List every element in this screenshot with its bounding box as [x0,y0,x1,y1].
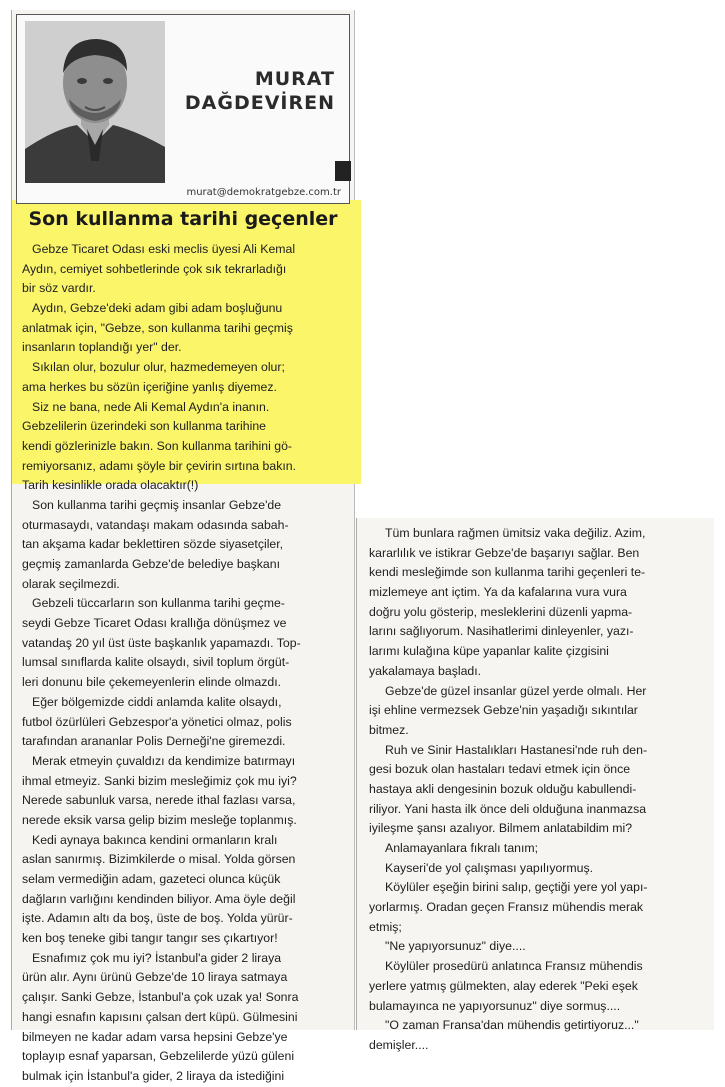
text-line: ama herkes bu sözün içeriğine yanlış diyemez. [22,379,277,394]
text-line: Siz ne bana, nede Ali Kemal Aydın'a inanın. [32,399,270,414]
text-line: "O zaman Fransa'dan mühendis getirtiyoruz..." [385,1018,639,1033]
author-header [16,14,350,204]
author-email: murat@demokratgebze.com.tr [186,187,341,198]
text-line: Ruh ve Sinir Hastalıkları Hastanesi'nde ruh den- [385,742,648,757]
text-line: lumsal sınıflarda kalite olsaydı, sivil toplum örgüt- [22,655,290,670]
text-line: geçmiş zamanlarda Gebze'de belediye başkanı [22,557,281,571]
text-line: ihmal etmeyiz. Sanki bizim mesleğimiz çok mu iyi? [22,773,297,788]
text-line: çalışır. Sanki Gebze, İstanbul'a çok uzak ya! Sonra [22,990,299,1005]
text-line: Gebze'de güzel insanlar güzel yerde olmalı. Her [385,683,647,698]
author-name [185,67,335,115]
text-line: Gebze Ticaret Odası eski meclis üyesi Ali Kemal [32,242,296,256]
text-line: tarafından arananlar Polis Derneği'ne giremezdi. [22,734,286,749]
text-line: Gebzeli tüccarların son kullanma tarihi geçme- [32,596,285,611]
article-body-left [12,240,354,1087]
text-line: gesi bozuk olan hastaları tedavi etmek için önce [369,762,631,777]
text-line: yorlarmış. Oradan geçen Fransız mühendis merak [369,900,644,915]
text-line: nerede eksik varsa gelip bizim mesleğe toplanmış. [22,812,297,827]
text-line: dağların varlığını kendinden biliyor. Ama öyle değil [22,891,296,906]
author-photo [25,21,165,183]
text-line: demişler.... [369,1037,429,1052]
text-line: Kedi aynaya bakınca kendini ormanların kralı [32,832,278,847]
text-line: Aydın, Gebze'deki adam gibi adam boşluğunu [32,301,283,316]
text-line: Anlamayanlara fıkralı tanım; [385,841,539,855]
text-line: vatandaş 20 yıl üst üste başkanlık yapamazdı. Top- [22,635,301,650]
text-line: Aydın, cemiyet sohbetlerinde çok sık tekrarladığı [22,261,287,276]
text-line: bulamayınca ne yapıyorsunuz" diye sormuş.... [369,998,621,1013]
text-line: mizlemeye ant içtim. Ya da kafalarına vura vura [369,585,627,600]
text-line: iyileşme şansı azalıyor. Bilmem anlatabildim mi? [369,821,633,836]
text-line: kendi mesleğimde son kullanma tarihi geçenleri te- [369,565,646,580]
text-line: yakalamaya başladı. [369,663,482,678]
text-line: leri donunu bile çekemeyenlerin elinde olmazdı. [22,675,282,690]
text-line: kararlılık ve istikrar Gebze'de başarıyı sağlar. Ben [369,545,640,560]
text-line: riliyor. Yani hasta ilk önce deli olduğuna inanmazsa [369,801,647,816]
text-line: toplayıp esnaf yaparsan, Gebzelilerde yüzü güleni [22,1049,295,1064]
author-last-name: DAĞDEVİREN [184,92,335,114]
text-line: ürün alır. Aynı ürünü Gebze'de 10 liraya satmaya [22,970,288,985]
text-line: larını sağlıyorum. Nasihatlerimi dinleyenler, yazı- [369,624,634,639]
text-line: Merak etmeyin çuvaldızı da kendimize batırmayı [32,753,296,768]
text-line: etmiş; [369,919,402,934]
text-line: Tüm bunlara rağmen ümitsiz vaka değiliz. Azim, [385,526,646,540]
text-line: aslan sanırmış. Bizimkilerde o misal. Yolda görsen [22,852,296,867]
text-line: bulmak için İstanbul'a gider, 2 liraya da istediğini [22,1068,285,1083]
text-line: işi ehline vermezsek Gebze'nin yaşadığı sıkıntılar [369,703,638,718]
text-line: Tarih kesinlikle orada olacaktır(!) [22,478,199,493]
text-line: insanların toplandığı yer" der. [22,340,182,355]
text-line: Eğer bölgemizde ciddi anlamda kalite olsaydı, [32,694,282,709]
text-line: Nerede sabunluk varsa, nerede ithal fazlası varsa, [22,793,296,808]
text-line: işte. Adamın altı da boş, üste de boş. Yolda yürür- [22,911,293,926]
text-line: bitmez. [369,722,409,737]
text-line: olarak seçilmezdi. [22,576,120,591]
text-line: bir söz vardır. [22,281,96,296]
text-line: seydi Gebze Ticaret Odası krallığa dönüşmez ve [22,616,287,631]
text-line: Kayseri'de yol çalışması yapılıyormuş. [385,860,594,875]
text-line: hangi esnafın kapısını çalsan dert küpü. Gülmesini [22,1009,298,1024]
text-line: remiyorsanız, adamı şöyle bir çevirin sırtına bakın. [22,458,297,473]
column-left [11,10,355,1083]
header-square-mark [335,161,351,181]
text-line: larımı kulağına küpe yapanlar kalite çizgisini [369,644,609,659]
text-line: hastaya akli dengesinin bozuk olduğu kabullendi- [369,781,637,796]
text-line: Sıkılan olur, bozulur olur, hazmedemeyen olur; [32,360,285,375]
text-line: bilmeyen ne kadar adam varsa hepsini Gebze'ye [22,1029,288,1044]
text-line: tan akşama kadar beklettiren sözde siyasetçiler, [22,537,284,552]
text-line: selam vermediğin adam, gazeteci olunca küçük [22,872,281,886]
text-line: oturmasaydı, vatandaşı makam odasında sabah- [22,517,289,532]
text-line: doğru yolu gösterip, mesleklerini düzenli yapma- [369,604,633,619]
text-line: ken boş teneke gibi tangır tangır ses çıkartıyor! [22,931,278,946]
text-line: futbol özürlüleri Gebzespor'a yönetici olmaz, polis [22,714,292,729]
text-line: Köylüler eşeğin birini salıp, geçtiği yere yol yapı- [385,880,648,895]
text-line: "Ne yapıyorsunuz" diye.... [385,939,526,954]
text-line: Esnafımız çok mu iyi? İstanbul'a gider 2 liraya [32,950,282,965]
author-first-name: MURAT [254,68,335,90]
text-line: anlatmak için, "Gebze, son kullanma tarihi geçmiş [22,320,293,335]
text-line: Gebzelilerin üzerindeki son kullanma tarihine [22,419,267,434]
text-line: Son kullanma tarihi geçmiş insanlar Gebze'de [32,497,282,512]
column-right [356,518,714,1052]
text-line: Köylüler prosedürü anlatınca Fransız mühendis [385,959,643,974]
article-body-right [357,524,714,1056]
text-line: kendi gözlerinizle bakın. Son kullanma tarihini gö- [22,438,292,453]
text-line: yerlere yatmış gülmekten, alay ederek "Peki eşek [369,978,638,993]
article-title: Son kullanma tarihi geçenler [28,208,338,230]
